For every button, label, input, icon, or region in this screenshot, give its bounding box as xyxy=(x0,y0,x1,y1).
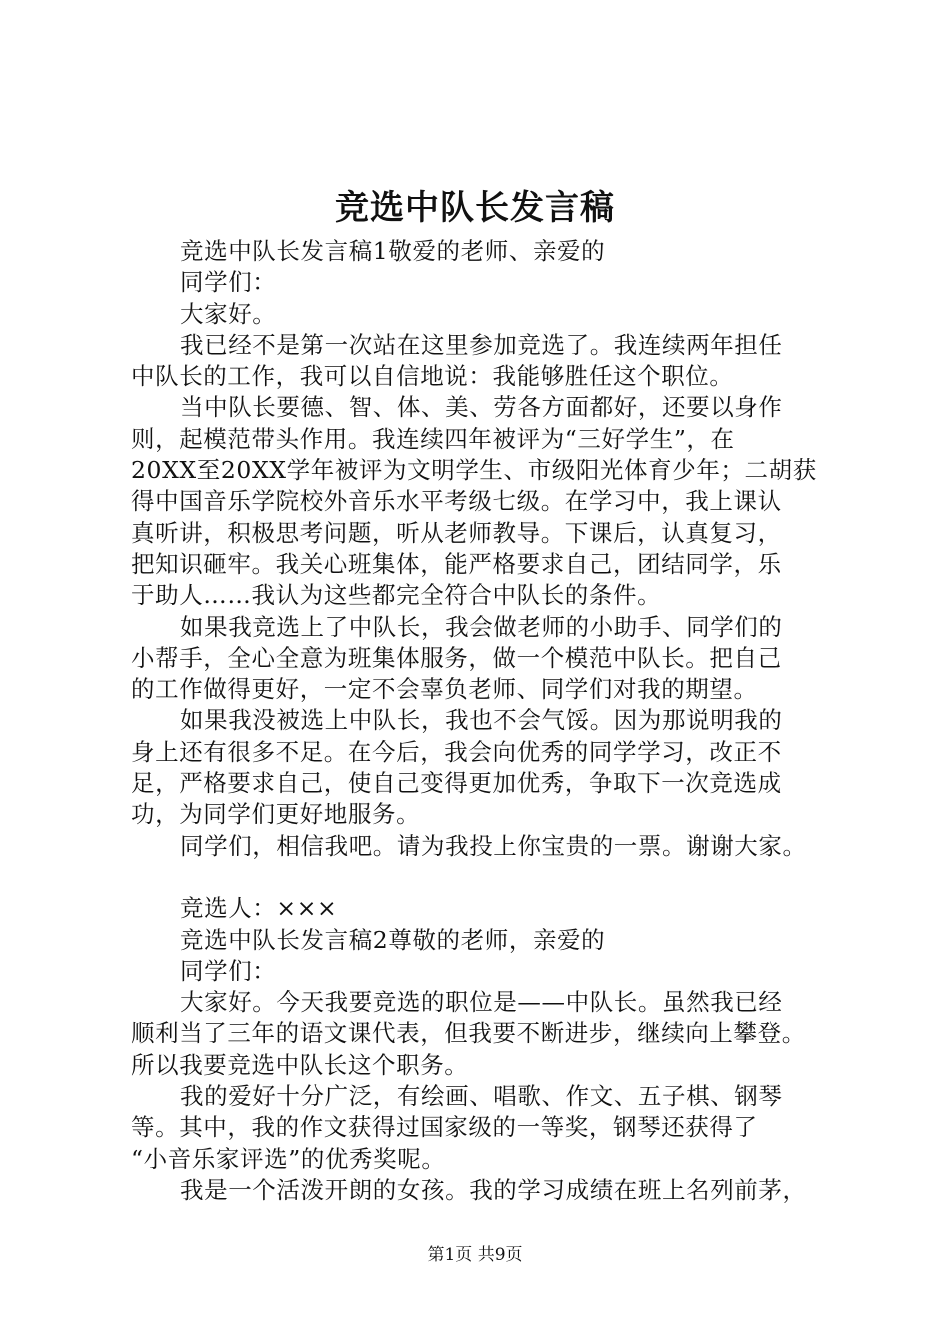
text-line: 真听讲，积极思考问题，听从老师教导。下课后，认真复习， xyxy=(131,518,782,547)
text-line xyxy=(131,862,836,893)
document-title: 竞选中队长发言稿 xyxy=(335,188,615,228)
text-line: 我是一个活泼开朗的女孩。我的学习成绩在班上名列前茅， xyxy=(180,1175,807,1204)
text-line: 当中队长要德、智、体、美、劳各方面都好，还要以身作 xyxy=(180,393,783,422)
text-line: 竞选人：××× xyxy=(180,894,338,923)
text-line: 足，严格要求自己，使自己变得更加优秀，争取下一次竞选成 xyxy=(131,769,782,798)
text-line: 竞选中队长发言稿2尊敬的老师，亲爱的 xyxy=(180,925,606,954)
text-line: 的工作做得更好，一定不会辜负老师、同学们对我的期望。 xyxy=(131,675,758,704)
text-line: 中队长的工作，我可以自信地说：我能够胜任这个职位。 xyxy=(131,362,734,391)
text-line: 把知识砸牢。我关心班集体，能严格要求自己，团结同学，乐 xyxy=(131,549,782,578)
text-line: 同学们，相信我吧。请为我投上你宝贵的一票。谢谢大家。 xyxy=(180,831,807,860)
text-line: “小音乐家评选”的优秀奖呢。 xyxy=(131,1144,446,1173)
text-line: 等。其中，我的作文获得过国家级的一等奖，钢琴还获得了 xyxy=(131,1113,758,1142)
text-line: 竞选中队长发言稿1敬爱的老师、亲爱的 xyxy=(180,237,606,265)
text-line: 小帮手，全心全意为班集体服务，做一个模范中队长。把自己 xyxy=(131,643,782,672)
text-line: 所以我要竞选中队长这个职务。 xyxy=(131,1050,469,1079)
text-line: 我的爱好十分广泛，有绘画、唱歌、作文、五子棋、钢琴 xyxy=(180,1082,783,1111)
text-line: 得中国音乐学院校外音乐水平考级七级。在学习中，我上课认 xyxy=(131,487,782,516)
text-line: 20XX至20XX学年被评为文明学生、市级阳光体育少年；二胡获 xyxy=(131,456,817,485)
text-line: 顺利当了三年的语文课代表，但我要不断进步，继续向上攀登。 xyxy=(131,1019,806,1048)
text-line: 则，起模范带头作用。我连续四年被评为“三好学生”，在 xyxy=(131,424,735,453)
text-line: 如果我竞选上了中队长，我会做老师的小助手、同学们的 xyxy=(180,612,783,641)
page-footer: 第1页 共9页 xyxy=(427,1245,523,1265)
document-body xyxy=(131,236,836,1206)
text-line: 大家好。 xyxy=(180,299,277,328)
text-line: 如果我没被选上中队长，我也不会气馁。因为那说明我的 xyxy=(180,706,783,735)
text-line: 于助人……我认为这些都完全符合中队长的条件。 xyxy=(131,581,662,610)
text-line: 功，为同学们更好地服务。 xyxy=(131,800,421,829)
text-line: 我已经不是第一次站在这里参加竞选了。我连续两年担任 xyxy=(180,330,783,359)
text-line: 同学们： xyxy=(180,956,277,985)
text-line: 同学们： xyxy=(180,268,277,297)
text-line: 大家好。今天我要竞选的职位是——中队长。虽然我已经 xyxy=(180,988,783,1017)
text-line: 身上还有很多不足。在今后，我会向优秀的同学学习，改正不 xyxy=(131,737,782,766)
